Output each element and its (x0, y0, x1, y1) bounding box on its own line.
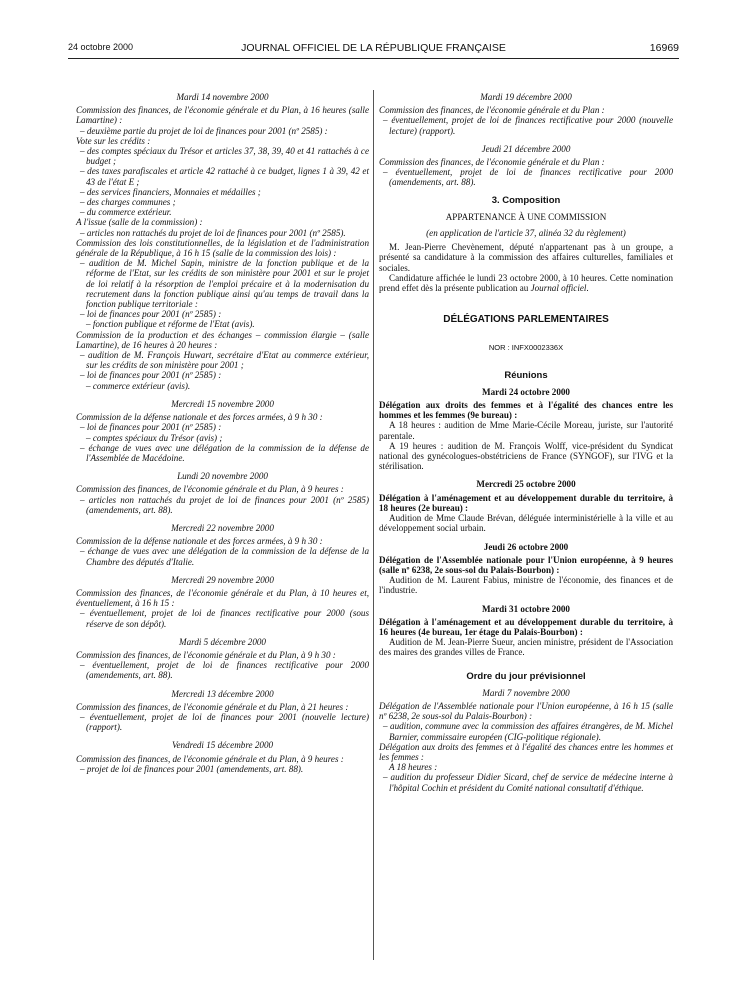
entry: – éventuellement, projet de loi de finances pour 2001 (nouvelle lecture) (rapport). (80, 711, 369, 733)
entry: Commission des finances, de l'économie générale et du Plan, à 9 h 30 : (76, 649, 336, 660)
entry: Commission des finances, de l'économie générale et du Plan, à 9 heures : (76, 484, 344, 495)
paragraph: Audition de M. Laurent Fabius, ministre de l'économie, des finances et de l'industrie. (379, 575, 673, 596)
entry: Commission des finances, de l'économie générale et du Plan, à 16 heures (salle Lamartine) : (76, 105, 369, 126)
entry: – des taxes parafiscales et article 42 rattaché à ce budget, lignes 1 à 39, 42 et 43 de l'état E ; (80, 166, 369, 187)
entry: – articles non rattachés du projet de loi de finances pour 2001 (nº 2585). (80, 227, 346, 238)
entry: Commission des finances, de l'économie générale et du Plan, à 10 heures et, éventuellement, à 16 h 15 : (76, 587, 369, 609)
date-heading: Mercredi 25 octobre 2000 (476, 479, 576, 490)
entry: – éventuellement, projet de loi de finances rectificative pour 2000 (amendements, art. 88). (80, 660, 369, 681)
paragraph: Audition de Mme Claude Brévan, déléguée interministérielle à la ville et au développement social urbain. (379, 513, 673, 534)
entry: Commission de la défense nationale et des forces armées, à 9 h 30 : (76, 536, 323, 547)
entry: Commission des finances, de l'économie générale et du Plan, à 21 heures : (76, 701, 349, 712)
entry: A 18 heures : (389, 762, 438, 773)
rule-reference: (en application de l'article 37, alinéa 32 du règlement) (426, 228, 626, 239)
entry: – éventuellement, projet de loi de finances rectificative pour 2000 (nouvelle lecture) (rapport). (383, 115, 673, 136)
page-number: 16969 (649, 42, 679, 54)
entry: – projet de loi de finances pour 2001 (amendements, art. 88). (80, 763, 304, 774)
date-heading: Mardi 24 octobre 2000 (482, 386, 570, 397)
nor-reference: NOR : INFX0002336X (488, 342, 564, 352)
date-heading: Mercredi 15 novembre 2000 (171, 398, 274, 409)
subsection-title: Réunions (504, 369, 548, 381)
entry: – audition de M. Michel Sapin, ministre de la fonction publique et de la réforme de l'Etat, sur les crédits de son ministère pour 2001 et sur le projet de loi relatif à la résorption de l'emploi précaire et à la modernisation du recrutement dans la fonction publique ainsi qu'au temps de travail dans la fonction publique territoriale : (80, 258, 369, 310)
journal-title: JOURNAL OFFICIEL DE LA RÉPUBLIQUE FRANÇAISE (241, 42, 506, 54)
section-title: Ordre du jour prévisionnel (466, 670, 586, 682)
entry: – des comptes spéciaux du Trésor et articles 37, 38, 39, 40 et 41 rattachés à ce budget ; (80, 146, 369, 167)
entry: Délégation de l'Assemblée nationale pour l'Union européenne, à 9 heures (salle nº 6238, 2e sous-sol du Palais-Bourbon) : (379, 554, 673, 575)
paragraph: Audition de M. Jean-Pierre Sueur, ancien ministre, président de l'Association des maires des grandes villes de France. (379, 637, 673, 658)
entry: Commission des lois constitutionnelles, de la législation et de l'administration générale de la République, à 16 h 15 (salle de la commission des lois) : (76, 237, 369, 259)
entry: Vote sur les crédits : (76, 135, 151, 146)
entry: Commission de la production et des échanges – commission élargie – (salle Lamartine), de 16 heures à 20 heures : (76, 329, 369, 350)
date-heading: Mercredi 13 décembre 2000 (171, 688, 274, 699)
date-heading: Mardi 14 novembre 2000 (176, 92, 269, 102)
entry: Délégation à l'aménagement et au développement durable du territoire, à 18 heures (2e bureau) : (379, 492, 673, 513)
date-heading: Mercredi 22 novembre 2000 (171, 522, 274, 533)
entry: – articles non rattachés du projet de loi de finances pour 2001 (nº 2585) (amendements, art. 88). (80, 494, 369, 515)
entry: – des services financiers, Monnaies et médailles ; (80, 186, 261, 197)
date-heading: Vendredi 15 décembre 2000 (171, 740, 274, 751)
entry: Délégation aux droits des femmes et à l'égalité des chances entre les hommes et les femmes : (379, 741, 673, 762)
left-column (76, 92, 369, 774)
entry: Commission des finances, de l'économie générale et du Plan : (379, 157, 605, 168)
entry: – commerce extérieur (avis). (86, 380, 191, 391)
header-rule (68, 58, 679, 59)
entry: Délégation de l'Assemblée nationale pour l'Union européenne, à 16 h 15 (salle nº 6238, 2e sous-sol du Palais-Bourbon) : (379, 700, 673, 722)
entry: – audition du professeur Didier Sicard, chef de service de médecine interne à l'hôpital Cochin et président du Comité national consultatif d'éthique. (383, 772, 673, 793)
entry: – éventuellement, projet de loi de finances rectificative pour 2000 (amendements, art. 88). (383, 167, 673, 188)
entry: Commission de la défense nationale et des forces armées, à 9 h 30 : (76, 412, 323, 423)
entry: – audition de M. François Huwart, secrétaire d'Etat au commerce extérieur, sur les crédits de son ministère pour 2001 ; (80, 350, 369, 371)
entry: – échange de vues avec une délégation de la commission de la défense de la Chambre des députés d'Italie. (80, 546, 369, 567)
entry: – loi de finances pour 2001 (nº 2585) : (80, 309, 222, 320)
entry: – éventuellement, projet de loi de finances rectificative pour 2000 (sous réserve de son dépôt). (80, 608, 369, 629)
entry: Délégation à l'aménagement et au développement durable du territoire, à 16 heures (4e bureau, 1er étage du Palais-Bourbon) : (379, 616, 673, 637)
date-heading: Jeudi 26 octobre 2000 (483, 541, 569, 552)
date-heading: Mardi 31 octobre 2000 (482, 603, 570, 614)
entry: – comptes spéciaux du Trésor (avis) ; (86, 432, 223, 443)
date-heading: Mardi 19 décembre 2000 (480, 92, 572, 102)
paragraph: Candidature affichée le lundi 23 octobre 2000, à 10 heures. Cette nomination prend effet dès la présente publication au Journal officiel. (379, 272, 673, 294)
paragraph: A 18 heures : audition de Mme Marie-Cécile Moreau, juriste, sur l'autorité parentale. (379, 420, 673, 441)
date-heading: Mercredi 29 novembre 2000 (171, 574, 274, 585)
right-column (379, 92, 673, 793)
date-heading: Lundi 20 novembre 2000 (177, 471, 268, 482)
entry: Délégation aux droits des femmes et à l'égalité des chances entre les hommes et les femmes (9e bureau) : (379, 400, 673, 421)
section-title: 3. Composition (491, 194, 561, 206)
column-divider (373, 90, 374, 960)
entry: – fonction publique et réforme de l'Etat (avis). (86, 319, 255, 330)
header-date: 24 octobre 2000 (68, 42, 134, 52)
section-title: DÉLÉGATIONS PARLEMENTAIRES (443, 314, 609, 326)
paragraph: M. Jean-Pierre Chevènement, député n'appartenant pas à un groupe, a présenté sa candidature à la commission des affaires culturelles, familiales et sociales. (379, 242, 673, 273)
date-heading: Mardi 5 décembre 2000 (179, 636, 266, 647)
entry: – audition, commune avec la commission des affaires étrangères, de M. Michel Barnier, commissaire européen (CIG-politique régionale). (383, 721, 673, 742)
entry: – loi de finances pour 2001 (nº 2585) : (80, 422, 222, 433)
entry: – loi de finances pour 2001 (nº 2585) : (80, 370, 222, 381)
entry: – des charges communes ; (80, 197, 176, 208)
subsection-title: APPARTENANCE À UNE COMMISSION (445, 211, 607, 222)
entry: Commission des finances, de l'économie générale et du Plan, à 9 heures : (76, 753, 344, 764)
date-heading: Jeudi 21 décembre 2000 (481, 143, 571, 154)
page-header (68, 42, 679, 56)
date-heading: Mardi 7 novembre 2000 (482, 687, 570, 698)
entry: – du commerce extérieur. (80, 207, 172, 218)
paragraph: A 19 heures : audition de M. François Wolff, vice-président du Syndicat national des gynécologues-obstétriciens de France (SYNGOF), sur l'IVG et la stérilisation. (379, 440, 673, 472)
entry: – échange de vues avec une délégation de la commission de la défense de l'Assemblée de Macédoine. (80, 442, 369, 463)
entry: A l'issue (salle de la commission) : (76, 217, 203, 228)
entry: – deuxième partie du projet de loi de finances pour 2001 (nº 2585) : (80, 125, 328, 136)
entry: Commission des finances, de l'économie générale et du Plan : (379, 105, 605, 116)
